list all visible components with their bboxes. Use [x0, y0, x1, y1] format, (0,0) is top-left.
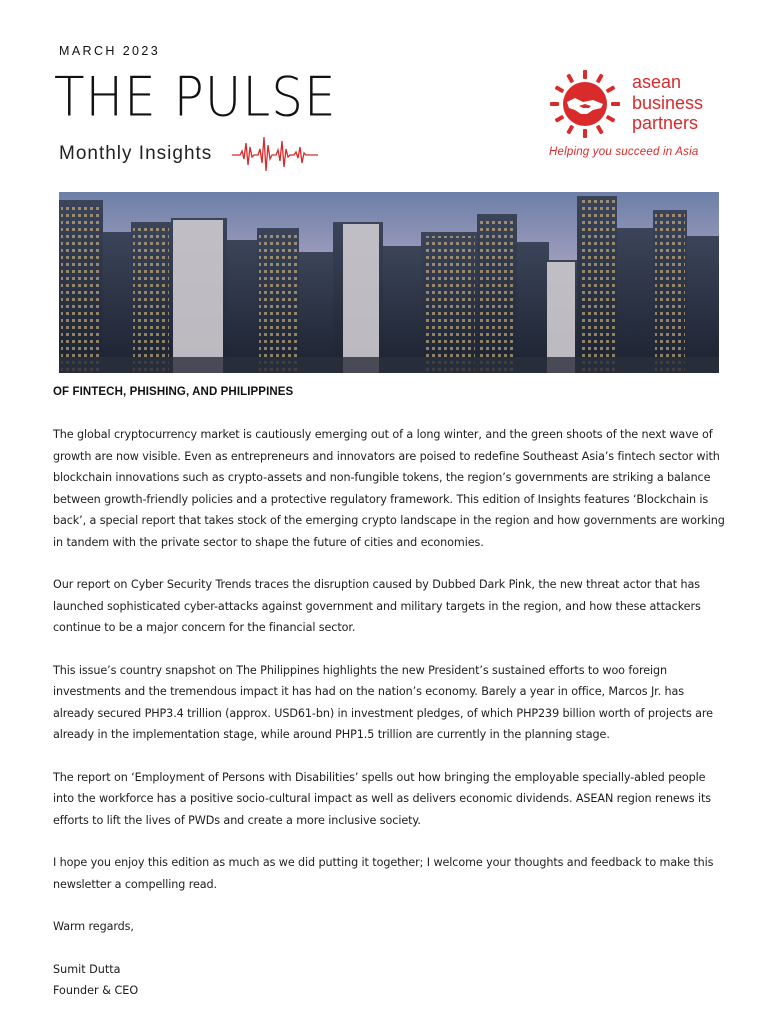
- logo-line-3: partners: [632, 113, 699, 133]
- issue-date: MARCH 2023: [59, 44, 161, 58]
- paragraph-1: The global cryptocurrency market is cautiously emerging out of a long winter, and the green shoots of the next wave of growth are now visible. Even as entrepreneurs and innovators are poised to redefine Southeast Asia’s fintech sector with blockchain innovations such as crypto-assets and non-fungible tokens, the region’s governments are striking a balance between growth-friendly policies and a protective regulatory framework. This edition of Insights features ‘Blockchain is back’, a special report that takes stock of the emerging crypto landscape in the region and how governments are working in tandem with the private sector to shape the future of cities and economies.: [53, 428, 725, 549]
- paragraph-2: Our report on Cyber Security Trends traces the disruption caused by Dubbed Dark Pink, the new threat actor that has launched sophisticated cyber-attacks against government and military targets in the region, and how these attackers continue to be a major concern for the financial sector.: [53, 578, 701, 634]
- handshake-sun-icon: [545, 66, 625, 146]
- newsletter-title: THE PULSE: [54, 65, 337, 129]
- logo-line-1: asean: [632, 72, 682, 92]
- closing: Warm regards,: [53, 920, 134, 933]
- newsletter-subtitle: Monthly Insights: [59, 143, 213, 164]
- logo-tagline: Helping you succeed in Asia: [549, 146, 699, 158]
- article-headline: OF FINTECH, PHISHING, AND PHILIPPINES: [53, 386, 294, 398]
- heartbeat-icon: [232, 133, 318, 175]
- logo-line-2: business: [632, 92, 704, 113]
- signature-title: Founder & CEO: [53, 984, 139, 997]
- city-skyline-photo: [59, 192, 719, 373]
- paragraph-4: The report on ‘Employment of Persons with Disabilities’ spells out how bringing the employable specially-abled people into the workforce has a positive socio-cultural impact as well as delivers economic dividends. ASEAN region renews its efforts to lift the lives of PWDs and create a more inclusive society.: [53, 770, 711, 827]
- signature-name: Sumit Dutta: [53, 962, 121, 976]
- company-logo: [545, 66, 735, 166]
- paragraph-3: This issue’s country snapshot on The Philippines highlights the new President’s sustained efforts to woo foreign investments and the tremendous impact it has had on the nation’s economy. Barely a year in office, Marcos Jr. has already secured PHP3.4 trillion (approx. USD61-bn) in investment pledges, of which PHP239 billion worth of projects are already in the implementation stage, while around PHP1.5 trillion are currently in the planning stage.: [53, 663, 713, 741]
- paragraph-5: I hope you enjoy this edition as much as we did putting it together; I welcome your thoughts and feedback to make this newsletter a compelling read.: [53, 856, 714, 891]
- article-body: [53, 424, 725, 1002]
